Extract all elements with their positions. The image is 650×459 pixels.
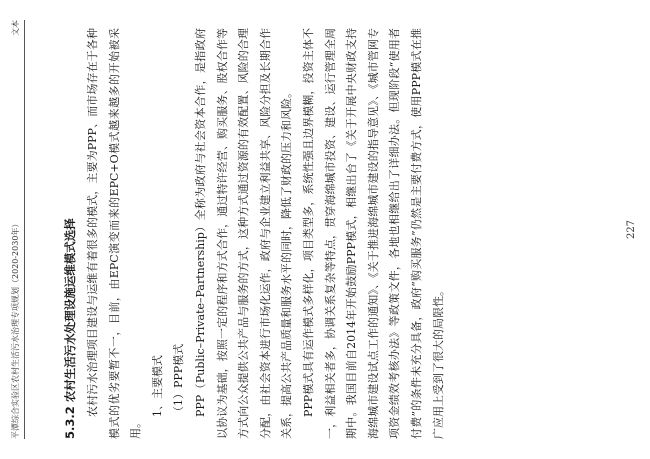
subheading-ppp: （1）PPP模式 xyxy=(172,343,186,417)
section-title: 5.3.2 农村生活污水处理设施运维模式选择 xyxy=(63,218,77,439)
paragraph: PPP模式具有运作模式多样化，项目类型多，系统性强且边界模糊，投资主体不一，利益相关者多，协调关系复杂等特点，贯穿海绵城市投资、建设、运行管理全周期中。我国目前自2014年开始鼓励PPP模式，相继出台了《关于开展中央财政支持海绵城市建设试点工作的通知》、《关于推进海绵城市建设的指导意见》、《城市管网专项资金绩效考核办法》等政策文件，各地也相继给出了详细办法。但现阶段“使用者付费”的条件未充分具备，政府“购买服务”仍然是主要付费方式，使用PPP模式在推广应用上受到了很大的局限性。 xyxy=(301,28,445,439)
page-number: 227 xyxy=(626,219,637,240)
header-title: 平潭综合实验区农村生活污水治理专项规划（2020-2030年） xyxy=(11,219,20,439)
document-body xyxy=(58,28,449,439)
paragraph: PPP（Public–Private–Partnership）全称为政府与社会资本合作，是指政府以协议为基础，按照一定的程序和方式合作，通过特许经营、购买服务、股权合作等方式向公众提供公共产品与服务的方式，这种方式通过资源的有效配置、风险的合理分配，由社会资本进行市场化运作，政府与企业建立利益共享、风险分担及长期合作关系，提高公共产品质量和服务水平的同时，降低了财政的压力和风险。 xyxy=(193,28,294,439)
header-label: 文本 xyxy=(11,20,20,36)
running-header xyxy=(10,20,25,439)
subheading-main-modes: 1、主要模式 xyxy=(150,355,164,417)
paragraph: 农村污水治理项目建设与运维有着很多的模式，主要为PPP、而市场存在于各种模式的优劣要暂不一，目前，由EPC演变而来的EPC+O模式越来越多的开始被采用。 xyxy=(86,28,143,439)
